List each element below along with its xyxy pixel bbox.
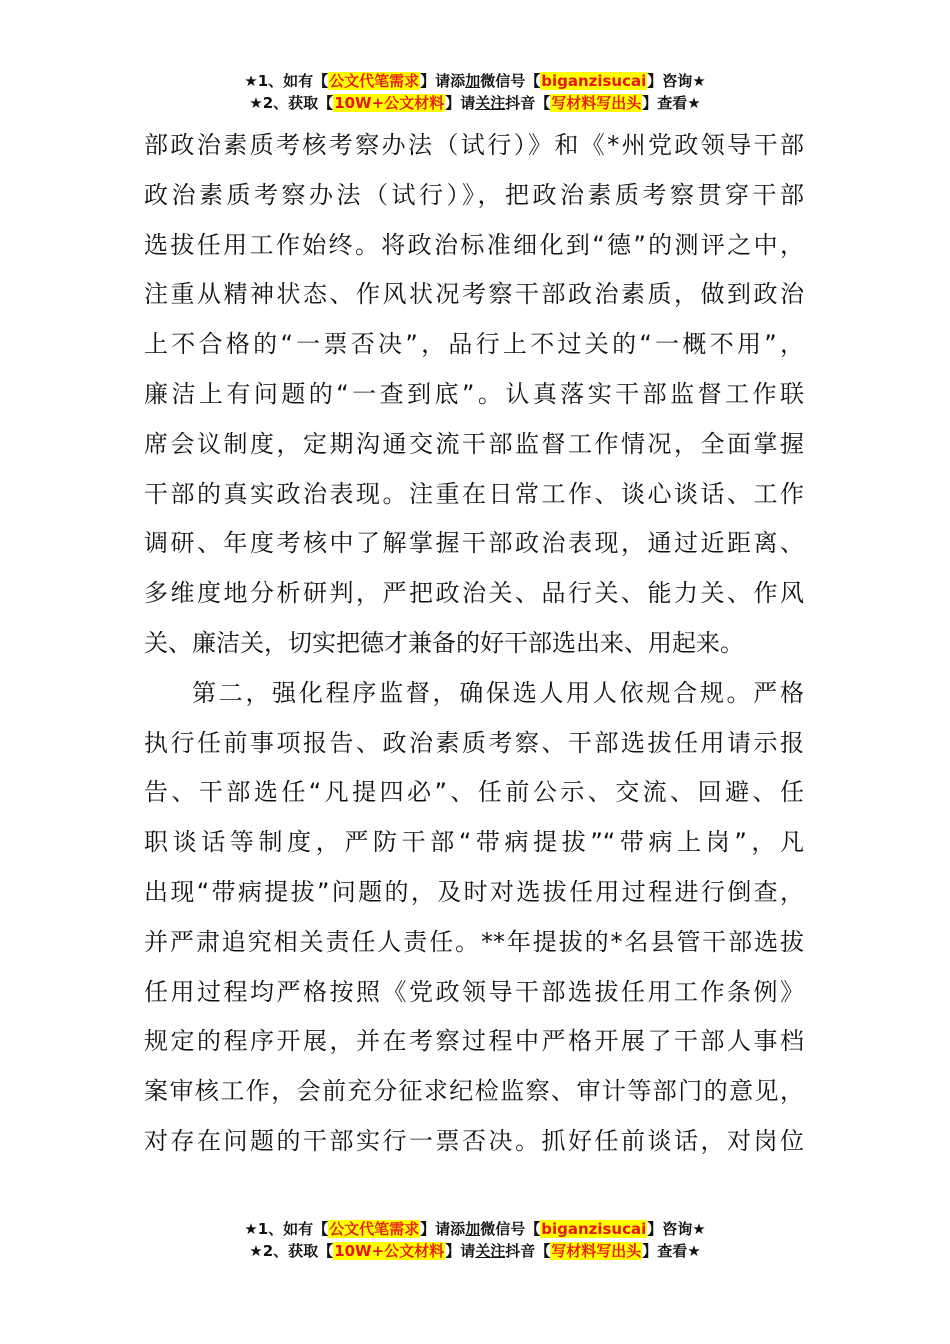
text-line: 执行任前事项报告、政治素质考察、干部选拔任用请示报 [144, 728, 804, 757]
banner-line-2 [0, 92, 950, 114]
footer-banner [0, 1218, 950, 1262]
text-line: 规定的程序开展，并在考察过程中严格开展了干部人事档 [144, 1027, 804, 1056]
banner-text: ★1、如有【 [244, 1220, 329, 1238]
banner-text: 抖音【 [505, 1242, 551, 1260]
banner-text: 微信号【 [480, 1220, 541, 1238]
douyin-highlight: 写材料写出头 [551, 1242, 642, 1260]
highlight-text: 公文代笔需求 [329, 1220, 420, 1238]
text-line: 上不合格的“一票否决”，品行上不过关的“一概不用”， [144, 330, 804, 359]
text-line: 关、廉洁关，切实把德才兼备的好干部选出来、用起来。 [144, 628, 744, 657]
banner-line-1 [0, 70, 950, 92]
highlight-text: 10W+公文材料 [334, 1242, 445, 1260]
underlined-text: 加 [465, 1220, 481, 1238]
banner-text: 微信号【 [480, 72, 541, 90]
text-line: 多维度地分析研判，严把政治关、品行关、能力关、作风 [144, 579, 804, 608]
text-line: 部政治素质考核考察办法（试行）》和《*州党政领导干部 [144, 131, 804, 159]
banner-text: 】请 [445, 94, 476, 112]
douyin-highlight: 写材料写出头 [551, 94, 642, 112]
banner-text: 】请 [445, 1242, 476, 1260]
text-line: 调研、年度考核中了解掌握干部政治表现，通过近距离、 [144, 529, 804, 558]
text-line: 并严肃追究相关责任人责任。**年提拔的*名县管干部选拔 [144, 927, 804, 956]
banner-line-2 [0, 1240, 950, 1262]
text-line: 席会议制度，定期沟通交流干部监督工作情况，全面掌握 [144, 429, 804, 458]
underlined-text: 关注 [475, 94, 506, 112]
banner-text: ★2、获取【 [249, 94, 334, 112]
banner-text: 】请添 [420, 1220, 466, 1238]
text-line: 对存在问题的干部实行一票否决。抓好任前谈话，对岗位 [144, 1126, 804, 1155]
text-line: 廉洁上有问题的“一查到底”。认真落实干部监督工作联 [144, 379, 804, 408]
paragraph-start-line: 第二，强化程序监督，确保选人用人依规合规。严格 [192, 678, 804, 707]
text-line: 政治素质考察办法（试行）》，把政治素质考察贯穿干部 [144, 180, 804, 209]
wechat-id-highlight: biganzisucai [541, 1220, 647, 1238]
text-line: 出现“带病提拔”问题的，及时对选拔任用过程进行倒查， [144, 877, 804, 906]
text-line: 任用过程均严格按照《党政领导干部选拔任用工作条例》 [144, 977, 804, 1006]
text-line: 选拔任用工作始终。将政治标准细化到“德”的测评之中， [144, 230, 804, 259]
banner-text: 】查看★ [642, 1242, 701, 1260]
banner-text: 】查看★ [642, 94, 701, 112]
highlight-text: 10W+公文材料 [334, 94, 445, 112]
banner-line-1 [0, 1218, 950, 1240]
header-banner [0, 70, 950, 114]
underlined-text: 关注 [475, 1242, 506, 1260]
banner-text: 】咨询★ [647, 1220, 706, 1238]
text-line: 注重从精神状态、作风状况考察干部政治素质，做到政治 [144, 280, 804, 309]
underlined-text: 加 [465, 72, 481, 90]
banner-text: 】请添 [420, 72, 466, 90]
wechat-id-highlight: biganzisucai [541, 72, 647, 90]
banner-text: ★1、如有【 [244, 72, 329, 90]
text-line: 职谈话等制度，严防干部“带病提拔”“带病上岗”，凡 [144, 828, 804, 857]
text-line: 案审核工作，会前充分征求纪检监察、审计等部门的意见， [144, 1077, 804, 1106]
text-line: 告、干部选任“凡提四必”、任前公示、交流、回避、任 [144, 778, 804, 807]
banner-text: 抖音【 [505, 94, 551, 112]
banner-text: ★2、获取【 [249, 1242, 334, 1260]
text-line: 干部的真实政治表现。注重在日常工作、谈心谈话、工作 [144, 479, 804, 508]
document-body [144, 121, 804, 1167]
banner-text: 】咨询★ [647, 72, 706, 90]
highlight-text: 公文代笔需求 [329, 72, 420, 90]
